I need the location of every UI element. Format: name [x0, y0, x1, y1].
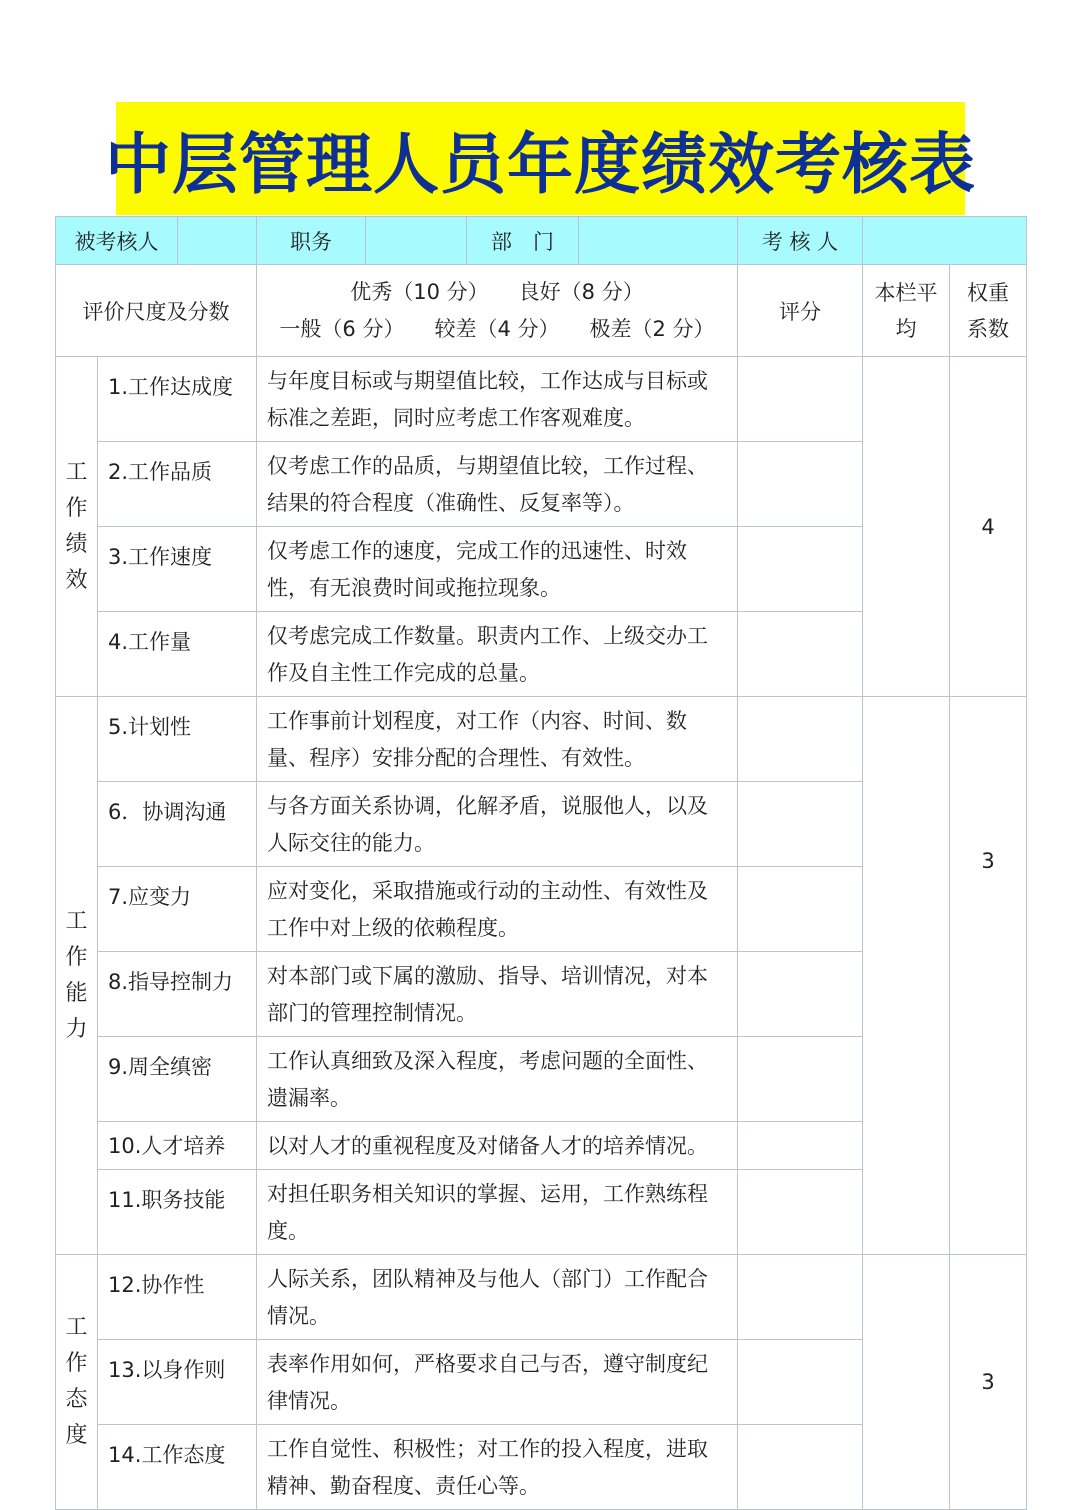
score-cell[interactable] [738, 782, 863, 867]
item-name: 9.周全缜密 [98, 1037, 257, 1122]
item-name: 1.工作达成度 [98, 357, 257, 442]
item-name: 7.应变力 [98, 867, 257, 952]
position-label: 职务 [257, 217, 366, 265]
item-desc: 仅考虑工作的品质，与期望值比较，工作过程、结果的符合程度（准确性、反复率等）。 [257, 442, 738, 527]
weight-cell: 4 [950, 357, 1027, 697]
info-header-row [56, 217, 1027, 265]
item-desc: 对本部门或下属的激励、指导、培训情况，对本部门的管理控制情况。 [257, 952, 738, 1037]
table-row [56, 357, 1027, 442]
scale-very-poor: 极差（2 分） [589, 316, 715, 341]
category-ability: 工 作 能 力 [56, 697, 98, 1255]
assessee-label: 被考核人 [56, 217, 178, 265]
page-title: 中层管理人员年度绩效考核表 [105, 126, 976, 203]
item-name: 8.指导控制力 [98, 952, 257, 1037]
weight-cell: 3 [950, 1255, 1027, 1510]
scale-average: 一般（6 分） [279, 316, 405, 341]
score-cell[interactable] [738, 1340, 863, 1425]
scale-values [257, 265, 738, 357]
score-cell[interactable] [738, 867, 863, 952]
score-cell[interactable] [738, 1037, 863, 1122]
assessee-field[interactable] [178, 217, 257, 265]
item-desc: 与年度目标或与期望值比较，工作达成与目标或标准之差距，同时应考虑工作客观难度。 [257, 357, 738, 442]
item-name: 10.人才培养 [98, 1122, 257, 1170]
item-name: 11.职务技能 [98, 1170, 257, 1255]
item-desc: 仅考虑工作的速度，完成工作的迅速性、时效性，有无浪费时间或拖拉现象。 [257, 527, 738, 612]
table-row [56, 697, 1027, 782]
item-desc: 表率作用如何，严格要求自己与否，遵守制度纪律情况。 [257, 1340, 738, 1425]
score-cell[interactable] [738, 442, 863, 527]
item-name: 14.工作态度 [98, 1425, 257, 1510]
scale-excellent: 优秀（10 分） [350, 279, 489, 304]
scale-poor: 较差（4 分） [434, 316, 560, 341]
item-name: 2.工作品质 [98, 442, 257, 527]
scale-label: 评价尺度及分数 [56, 265, 257, 357]
score-cell[interactable] [738, 697, 863, 782]
item-desc: 对担任职务相关知识的掌握、运用，工作熟练程度。 [257, 1170, 738, 1255]
average-cell[interactable] [863, 357, 950, 697]
score-cell[interactable] [738, 952, 863, 1037]
scale-good: 良好（8 分） [518, 279, 644, 304]
score-cell[interactable] [738, 527, 863, 612]
item-desc: 应对变化，采取措施或行动的主动性、有效性及工作中对上级的依赖程度。 [257, 867, 738, 952]
item-name: 6．协调沟通 [98, 782, 257, 867]
score-cell[interactable] [738, 1255, 863, 1340]
scale-row [56, 265, 1027, 357]
item-name: 13.以身作则 [98, 1340, 257, 1425]
score-cell[interactable] [738, 357, 863, 442]
item-desc: 与各方面关系协调，化解矛盾，说服他人，以及人际交往的能力。 [257, 782, 738, 867]
score-header: 评分 [738, 265, 863, 357]
weight-header: 权重系数 [950, 265, 1027, 357]
position-field[interactable] [366, 217, 467, 265]
item-name: 4.工作量 [98, 612, 257, 697]
item-desc: 工作自觉性、积极性；对工作的投入程度，进取精神、勤奋程度、责任心等。 [257, 1425, 738, 1510]
department-label: 部 门 [467, 217, 579, 265]
item-desc: 仅考虑完成工作数量。职责内工作、上级交办工作及自主性工作完成的总量。 [257, 612, 738, 697]
assessor-field[interactable] [863, 217, 1027, 265]
item-name: 3.工作速度 [98, 527, 257, 612]
assessor-label: 考 核 人 [738, 217, 863, 265]
title-band [105, 102, 976, 215]
assessment-table [55, 216, 1027, 1510]
average-cell[interactable] [863, 1255, 950, 1510]
item-desc: 工作认真细致及深入程度，考虑问题的全面性、遗漏率。 [257, 1037, 738, 1122]
score-cell[interactable] [738, 1170, 863, 1255]
table-row [56, 1255, 1027, 1340]
average-cell[interactable] [863, 697, 950, 1255]
weight-cell: 3 [950, 697, 1027, 1255]
score-cell[interactable] [738, 612, 863, 697]
item-name: 5.计划性 [98, 697, 257, 782]
average-header: 本栏平均 [863, 265, 950, 357]
item-desc: 以对人才的重视程度及对储备人才的培养情况。 [257, 1122, 738, 1170]
category-attitude: 工 作 态 度 [56, 1255, 98, 1510]
item-desc: 人际关系，团队精神及与他人（部门）工作配合情况。 [257, 1255, 738, 1340]
department-field[interactable] [579, 217, 738, 265]
item-desc: 工作事前计划程度，对工作（内容、时间、数量、程序）安排分配的合理性、有效性。 [257, 697, 738, 782]
score-cell[interactable] [738, 1122, 863, 1170]
item-name: 12.协作性 [98, 1255, 257, 1340]
category-performance: 工 作 绩 效 [56, 357, 98, 697]
